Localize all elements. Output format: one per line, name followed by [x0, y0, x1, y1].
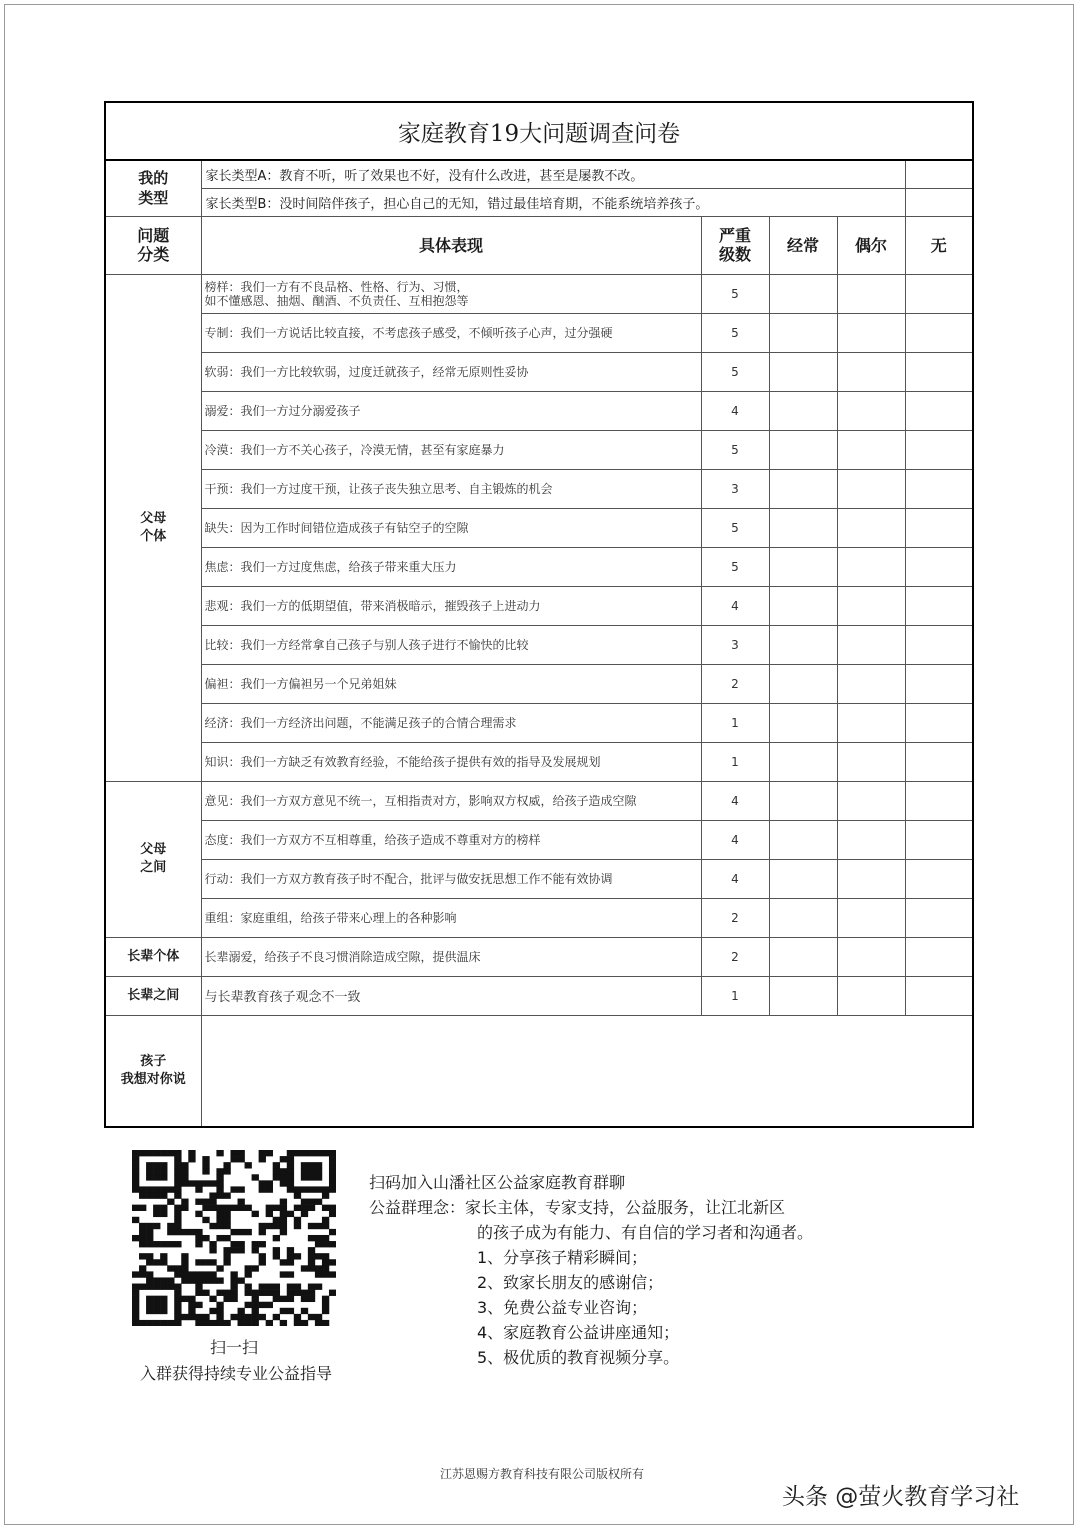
child-message-field[interactable]: [201, 1015, 973, 1127]
answer-sometimes-cell[interactable]: [837, 664, 905, 703]
severity-level: 4: [701, 391, 769, 430]
answer-never-cell[interactable]: [905, 313, 973, 352]
answer-never-cell[interactable]: [905, 664, 973, 703]
severity-level: 4: [701, 859, 769, 898]
item-description: 干预：我们一方过度干预，让孩子丧失独立思考、自主锻炼的机会: [201, 469, 701, 508]
item-description: 冷漠：我们一方不关心孩子，冷漠无情，甚至有家庭暴力: [201, 430, 701, 469]
answer-often-cell[interactable]: [769, 742, 837, 781]
severity-level: 4: [701, 586, 769, 625]
severity-level: 3: [701, 625, 769, 664]
answer-often-cell[interactable]: [769, 313, 837, 352]
answer-often-cell[interactable]: [769, 274, 837, 313]
answer-often-cell[interactable]: [769, 391, 837, 430]
group-info: [369, 1170, 813, 1370]
answer-sometimes-cell[interactable]: [837, 937, 905, 976]
item-description: 比较：我们一方经常拿自己孩子与别人孩子进行不愉快的比较: [201, 625, 701, 664]
answer-never-cell[interactable]: [905, 937, 973, 976]
table-row: [105, 625, 973, 664]
item-description: 知识：我们一方缺乏有效教育经验，不能给孩子提供有效的指导及发展规划: [201, 742, 701, 781]
answer-never-cell[interactable]: [905, 820, 973, 859]
severity-level: 2: [701, 898, 769, 937]
answer-never-cell[interactable]: [905, 508, 973, 547]
survey-table: [104, 101, 974, 1128]
table-row: [105, 820, 973, 859]
table-row: [105, 703, 973, 742]
child-message-label: 孩子 我想对你说: [105, 1015, 201, 1127]
parent-type-b: 家长类型B：没时间陪伴孩子，担心自己的无知，错过最佳培育期，不能系统培养孩子。: [201, 188, 905, 216]
answer-sometimes-cell[interactable]: [837, 859, 905, 898]
header-description: 具体表现: [201, 216, 701, 274]
item-description: 专制：我们一方说话比较直接，不考虑孩子感受，不倾听孩子心声，过分强硬: [201, 313, 701, 352]
item-description: 经济：我们一方经济出问题，不能满足孩子的合情合理需求: [201, 703, 701, 742]
answer-often-cell[interactable]: [769, 469, 837, 508]
severity-level: 5: [701, 274, 769, 313]
answer-sometimes-cell[interactable]: [837, 274, 905, 313]
table-row: [105, 742, 973, 781]
header-severity: 严重 级数: [701, 216, 769, 274]
item-description: 意见：我们一方双方意见不统一，互相指责对方，影响双方权威，给孩子造成空隙: [201, 781, 701, 820]
answer-often-cell[interactable]: [769, 352, 837, 391]
header-often: 经常: [769, 216, 837, 274]
answer-often-cell[interactable]: [769, 430, 837, 469]
answer-often-cell[interactable]: [769, 625, 837, 664]
item-description: 焦虑：我们一方过度焦虑，给孩子带来重大压力: [201, 547, 701, 586]
item-description: 重组：家庭重组，给孩子带来心理上的各种影响: [201, 898, 701, 937]
answer-often-cell[interactable]: [769, 898, 837, 937]
item-description: 缺失：因为工作时间错位造成孩子有钻空子的空隙: [201, 508, 701, 547]
item-description: 偏袒：我们一方偏袒另一个兄弟姐妹: [201, 664, 701, 703]
answer-never-cell[interactable]: [905, 430, 973, 469]
item-description: 行动：我们一方双方教育孩子时不配合，批评与做安抚思想工作不能有效协调: [201, 859, 701, 898]
table-row: [105, 547, 973, 586]
header-never: 无: [905, 216, 973, 274]
item-description: 态度：我们一方双方不互相尊重，给孩子造成不尊重对方的榜样: [201, 820, 701, 859]
answer-sometimes-cell[interactable]: [837, 469, 905, 508]
answer-often-cell[interactable]: [769, 586, 837, 625]
severity-level: 5: [701, 508, 769, 547]
item-description: 榜样：我们一方有不良品格、性格、行为、习惯， 如不懂感恩、抽烟、酗酒、不负责任、互相抱怨等: [201, 274, 701, 313]
answer-never-cell[interactable]: [905, 547, 973, 586]
qr-caption-scan: 扫一扫: [209, 1338, 258, 1357]
parent-type-a-checkbox[interactable]: [905, 160, 973, 188]
table-row: [105, 313, 973, 352]
info-bullet-3: 3、免费公益专业咨询；: [477, 1298, 648, 1317]
answer-often-cell[interactable]: [769, 859, 837, 898]
header-sometimes: 偶尔: [837, 216, 905, 274]
answer-sometimes-cell[interactable]: [837, 508, 905, 547]
answer-never-cell[interactable]: [905, 898, 973, 937]
table-row: [105, 898, 973, 937]
item-description: 溺爱：我们一方过分溺爱孩子: [201, 391, 701, 430]
answer-often-cell[interactable]: [769, 976, 837, 1015]
category-label: 父母 个体: [105, 274, 201, 781]
my-type-label: 我的 类型: [105, 160, 201, 216]
survey-title: 家庭教育19大问题调查问卷: [105, 102, 973, 160]
table-row: [105, 508, 973, 547]
table-row: [105, 586, 973, 625]
answer-sometimes-cell[interactable]: [837, 976, 905, 1015]
answer-never-cell[interactable]: [905, 586, 973, 625]
answer-never-cell[interactable]: [905, 742, 973, 781]
table-row: [105, 937, 973, 976]
severity-level: 5: [701, 313, 769, 352]
answer-often-cell[interactable]: [769, 781, 837, 820]
table-row: [105, 274, 973, 313]
answer-often-cell[interactable]: [769, 547, 837, 586]
item-description: 与长辈教育孩子观念不一致: [201, 976, 701, 1015]
severity-level: 4: [701, 781, 769, 820]
answer-never-cell[interactable]: [905, 625, 973, 664]
category-label: 父母 之间: [105, 781, 201, 937]
info-bullet-1: 1、分享孩子精彩瞬间；: [477, 1248, 648, 1267]
answer-sometimes-cell[interactable]: [837, 547, 905, 586]
qr-code-icon[interactable]: [132, 1150, 336, 1326]
severity-level: 3: [701, 469, 769, 508]
answer-sometimes-cell[interactable]: [837, 313, 905, 352]
answer-never-cell[interactable]: [905, 703, 973, 742]
item-description: 软弱：我们一方比较软弱，过度迁就孩子，经常无原则性妥协: [201, 352, 701, 391]
info-philosophy-line: 公益群理念：家长主体，专家支持，公益服务，让江北新区: [369, 1198, 786, 1217]
severity-level: 5: [701, 430, 769, 469]
answer-sometimes-cell[interactable]: [837, 586, 905, 625]
severity-level: 1: [701, 703, 769, 742]
severity-level: 5: [701, 352, 769, 391]
info-bullet-5: 5、极优质的教育视频分享。: [477, 1348, 680, 1367]
info-join-line: 扫码加入山潘社区公益家庭教育群聊: [369, 1173, 626, 1192]
answer-sometimes-cell[interactable]: [837, 898, 905, 937]
item-description: 长辈溺爱，给孩子不良习惯消除造成空隙，提供温床: [201, 937, 701, 976]
answer-never-cell[interactable]: [905, 391, 973, 430]
table-row: [105, 664, 973, 703]
table-row: [105, 391, 973, 430]
child-message-row: [105, 1015, 973, 1127]
answer-sometimes-cell[interactable]: [837, 430, 905, 469]
severity-level: 2: [701, 937, 769, 976]
table-row: [105, 352, 973, 391]
info-philosophy-cont: 的孩子成为有能力、有自信的学习者和沟通者。: [477, 1223, 814, 1242]
answer-never-cell[interactable]: [905, 781, 973, 820]
table-row: [105, 469, 973, 508]
answer-never-cell[interactable]: [905, 274, 973, 313]
table-row: [105, 430, 973, 469]
answer-never-cell[interactable]: [905, 352, 973, 391]
table-row: [105, 976, 973, 1015]
answer-sometimes-cell[interactable]: [837, 625, 905, 664]
item-description: 悲观：我们一方的低期望值，带来消极暗示，摧毁孩子上进动力: [201, 586, 701, 625]
severity-level: 1: [701, 742, 769, 781]
answer-often-cell[interactable]: [769, 703, 837, 742]
parent-type-b-checkbox[interactable]: [905, 188, 973, 216]
severity-level: 4: [701, 820, 769, 859]
copyright-text: 江苏恩赐方教育科技有限公司版权所有: [439, 1467, 644, 1481]
answer-never-cell[interactable]: [905, 859, 973, 898]
severity-level: 1: [701, 976, 769, 1015]
answer-often-cell[interactable]: [769, 508, 837, 547]
category-label: 长辈个体: [105, 937, 201, 976]
table-row: [105, 859, 973, 898]
severity-level: 5: [701, 547, 769, 586]
answer-never-cell[interactable]: [905, 976, 973, 1015]
answer-often-cell[interactable]: [769, 820, 837, 859]
qr-caption-join: 入群获得持续专业公益指导: [139, 1364, 332, 1383]
parent-type-a: 家长类型A：教育不听，听了效果也不好，没有什么改进，甚至是屡教不改。: [201, 160, 905, 188]
answer-sometimes-cell[interactable]: [837, 820, 905, 859]
answer-sometimes-cell[interactable]: [837, 781, 905, 820]
category-label: 长辈之间: [105, 976, 201, 1015]
answer-sometimes-cell[interactable]: [837, 391, 905, 430]
answer-never-cell[interactable]: [905, 469, 973, 508]
severity-level: 2: [701, 664, 769, 703]
info-bullet-2: 2、致家长朋友的感谢信；: [477, 1273, 664, 1292]
answer-often-cell[interactable]: [769, 664, 837, 703]
answer-often-cell[interactable]: [769, 937, 837, 976]
header-category: 问题 分类: [105, 216, 201, 274]
answer-sometimes-cell[interactable]: [837, 703, 905, 742]
table-row: [105, 781, 973, 820]
answer-sometimes-cell[interactable]: [837, 352, 905, 391]
watermark: 头条 @萤火教育学习社: [782, 1484, 1020, 1510]
info-bullet-4: 4、家庭教育公益讲座通知；: [477, 1323, 680, 1342]
answer-sometimes-cell[interactable]: [837, 742, 905, 781]
